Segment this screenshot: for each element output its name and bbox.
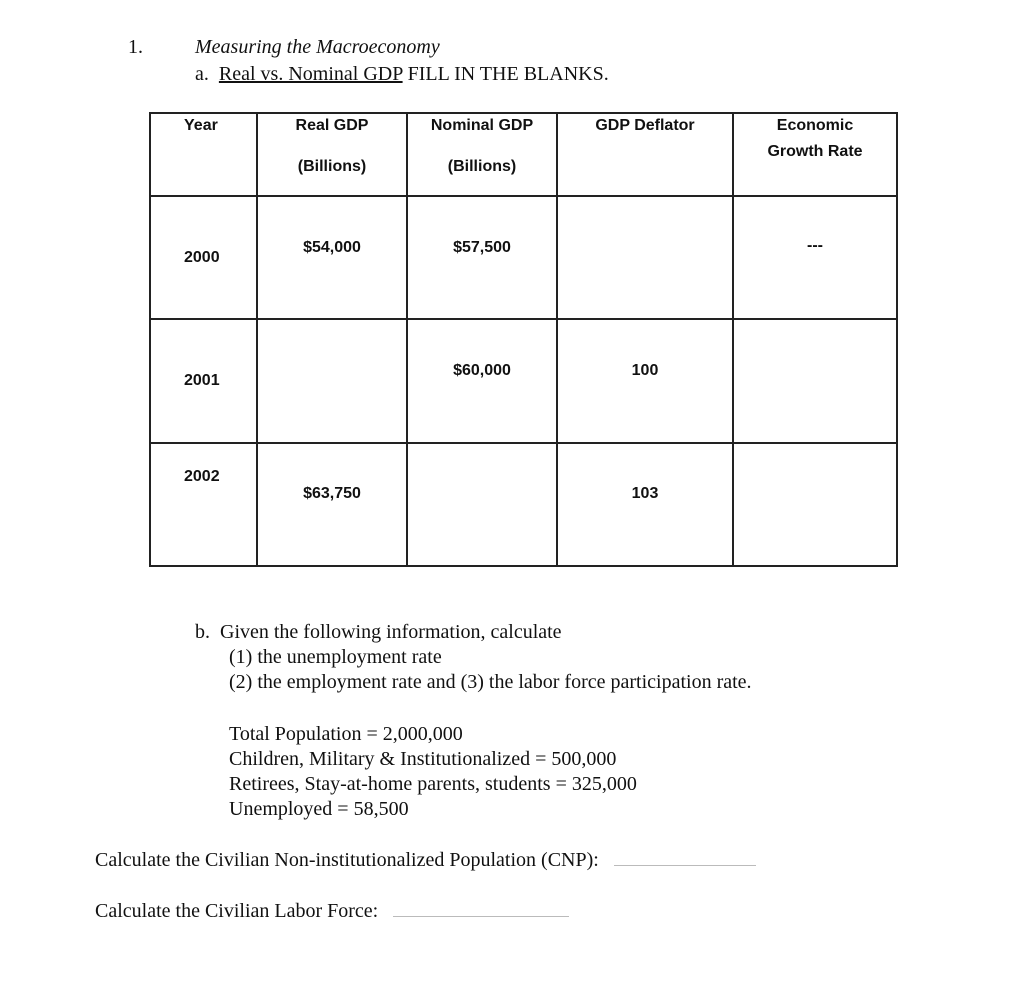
cell-gdp-deflator bbox=[557, 196, 733, 319]
cell-nominal-gdp bbox=[407, 443, 557, 566]
header-growth-rate: Economic Growth Rate bbox=[733, 113, 897, 196]
cell-growth-rate: --- bbox=[733, 196, 897, 319]
given-values bbox=[229, 722, 637, 822]
given-total-population: Total Population = 2,000,000 bbox=[229, 723, 463, 745]
table-row bbox=[150, 196, 897, 319]
header-nominal-gdp: Nominal GDP (Billions) bbox=[407, 113, 557, 196]
header-year: Year bbox=[150, 113, 257, 196]
part-b-prompt bbox=[195, 620, 752, 695]
header-gdp-deflator: GDP Deflator bbox=[557, 113, 733, 196]
part-a-underlined: Real vs. Nominal GDP bbox=[218, 63, 403, 85]
part-a-letter: a. bbox=[195, 63, 209, 85]
table-row bbox=[150, 443, 897, 566]
header-real-gdp: Real GDP (Billions) bbox=[257, 113, 407, 196]
cell-year: 2001 bbox=[150, 319, 257, 443]
cell-real-gdp: $54,000 bbox=[257, 196, 407, 319]
table-header-row bbox=[150, 113, 897, 196]
given-children-military: Children, Military & Institutionalized = 500,000 bbox=[229, 748, 617, 770]
gdp-table bbox=[149, 112, 898, 567]
cell-nominal-gdp: $60,000 bbox=[407, 319, 557, 443]
cell-real-gdp bbox=[257, 319, 407, 443]
cnp-label: Calculate the Civilian Non-institutionalized Population (CNP): bbox=[95, 849, 599, 871]
part-a-rest: FILL IN THE BLANKS. bbox=[402, 63, 609, 85]
cell-nominal-gdp: $57,500 bbox=[407, 196, 557, 319]
cell-real-gdp: $63,750 bbox=[257, 443, 407, 566]
labor-force-label: Calculate the Civilian Labor Force: bbox=[95, 900, 379, 922]
cnp-question bbox=[95, 849, 756, 872]
part-b-line2: (1) the unemployment rate bbox=[229, 646, 442, 668]
cell-gdp-deflator: 103 bbox=[557, 443, 733, 566]
question-number: 1. bbox=[128, 36, 143, 58]
labor-force-question bbox=[95, 900, 569, 923]
given-unemployed: Unemployed = 58,500 bbox=[229, 798, 409, 820]
cell-growth-rate bbox=[733, 319, 897, 443]
labor-force-answer-blank[interactable] bbox=[393, 916, 569, 917]
given-retirees: Retirees, Stay-at-home parents, students = 325,000 bbox=[229, 773, 637, 795]
cell-gdp-deflator: 100 bbox=[557, 319, 733, 443]
part-b-line3: (2) the employment rate and (3) the labor force participation rate. bbox=[229, 671, 752, 693]
cell-year: 2000 bbox=[150, 196, 257, 319]
part-b-line1: b. Given the following information, calculate bbox=[195, 621, 562, 643]
cell-growth-rate bbox=[733, 443, 897, 566]
section-heading: Measuring the Macroeconomy bbox=[195, 36, 440, 58]
part-a-title bbox=[195, 63, 609, 86]
table-row bbox=[150, 319, 897, 443]
cell-year: 2002 bbox=[150, 443, 257, 566]
cnp-answer-blank[interactable] bbox=[614, 865, 756, 866]
